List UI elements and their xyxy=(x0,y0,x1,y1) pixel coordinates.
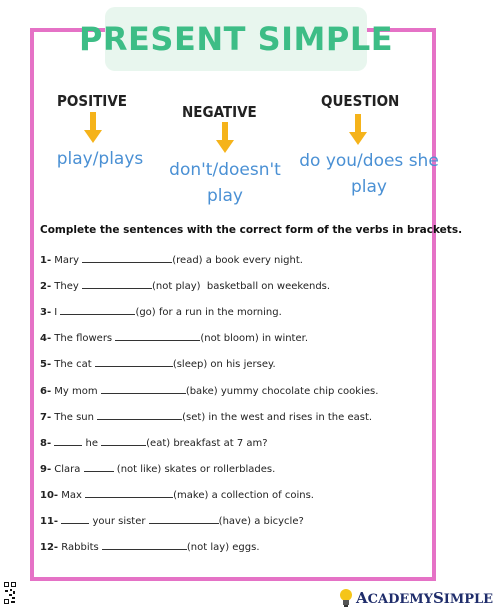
exercise-text: (eat) breakfast at 7 am? xyxy=(146,437,268,449)
logo-text xyxy=(356,589,493,607)
arrow-down-icon xyxy=(216,122,234,154)
exercise-text: he xyxy=(82,437,102,449)
exercise-text: (go) for a run in the morning. xyxy=(135,307,282,319)
exercise-text: (bake) yummy chocolate chip cookies. xyxy=(185,385,379,397)
answer-blank[interactable] xyxy=(101,436,146,446)
exercise-number: 8- xyxy=(40,437,52,449)
exercise-text: (not bloom) in winter. xyxy=(200,333,309,345)
exercise-item xyxy=(40,462,275,475)
positive-form-line: play/plays xyxy=(56,149,144,169)
answer-blank[interactable] xyxy=(102,540,187,550)
exercise-item xyxy=(40,253,303,266)
exercise-text: Mary xyxy=(54,255,83,266)
answer-blank[interactable] xyxy=(85,488,173,498)
exercise-item xyxy=(40,357,276,370)
question-form-line: do you/does she xyxy=(299,151,439,171)
answer-blank[interactable] xyxy=(54,436,82,446)
exercise-number: 4- xyxy=(40,333,52,345)
heading-negative: NEGATIVE xyxy=(182,103,257,121)
exercise-number: 2- xyxy=(40,281,52,293)
qr-code-icon xyxy=(3,580,17,606)
heading-question: QUESTION xyxy=(321,92,400,110)
exercise-item xyxy=(40,514,304,527)
exercise-text: (set) in the west and rises in the east. xyxy=(182,411,373,423)
instructions: Complete the sentences with the correct form of the verbs in brackets. xyxy=(40,224,463,236)
exercise-text: The sun xyxy=(54,411,98,423)
answer-blank[interactable] xyxy=(84,462,114,472)
exercise-item xyxy=(40,331,308,344)
exercise-number: 11- xyxy=(40,516,59,527)
exercise-text: (not play) basketball on weekends. xyxy=(152,281,331,293)
exercise-item xyxy=(40,436,268,449)
exercise-text: I xyxy=(54,307,61,319)
exercise-text: The flowers xyxy=(54,333,116,345)
exercise-text: (read) a book every night. xyxy=(172,255,303,266)
title-box xyxy=(78,7,394,71)
exercise-item xyxy=(40,279,330,292)
exercise-number: 5- xyxy=(40,359,52,371)
answer-blank[interactable] xyxy=(101,384,186,394)
answer-blank[interactable] xyxy=(60,305,135,315)
exercise-item xyxy=(40,488,314,501)
negative-form xyxy=(160,157,290,209)
exercise-text: (not like) skates or rollerblades. xyxy=(113,463,276,475)
answer-blank[interactable] xyxy=(95,357,173,367)
exercise-number: 12- xyxy=(40,542,59,554)
answer-blank[interactable] xyxy=(61,514,89,524)
exercise-text: My mom xyxy=(54,385,101,397)
exercise-text: Clara xyxy=(54,463,84,475)
lightbulb-icon xyxy=(338,588,354,608)
exercise-item xyxy=(40,384,378,397)
exercise-number: 10- xyxy=(40,489,59,501)
exercise-item xyxy=(40,305,282,318)
logo-letter: S xyxy=(432,589,444,607)
exercise-text: They xyxy=(54,281,82,293)
answer-blank[interactable] xyxy=(97,410,182,420)
exercise-item xyxy=(40,410,372,423)
academy-simple-logo xyxy=(338,588,493,608)
logo-letter: A xyxy=(356,589,368,607)
exercise-item xyxy=(40,540,260,553)
answer-blank[interactable] xyxy=(82,279,152,289)
exercise-number: 3- xyxy=(40,307,52,319)
exercise-text: (sleep) on his jersey. xyxy=(172,359,276,371)
answer-blank[interactable] xyxy=(115,331,200,341)
exercise-text: (make) a collection of coins. xyxy=(173,489,314,501)
exercise-number: 9- xyxy=(40,463,52,475)
exercise-text: your sister xyxy=(89,516,149,527)
exercise-number: 7- xyxy=(40,411,52,423)
positive-form xyxy=(45,146,155,172)
question-form xyxy=(294,148,444,200)
exercise-text: Rabbits xyxy=(61,542,102,554)
exercise-text: Max xyxy=(61,489,86,501)
exercise-text: (have) a bicycle? xyxy=(218,516,304,527)
negative-form-line: don't/doesn't xyxy=(169,160,281,180)
negative-form-line: play xyxy=(207,186,243,206)
exercise-text: The cat xyxy=(54,359,95,371)
arrow-down-icon xyxy=(84,112,102,144)
answer-blank[interactable] xyxy=(82,253,172,263)
answer-blank[interactable] xyxy=(149,514,219,524)
page-title: PRESENT SIMPLE xyxy=(78,20,394,58)
exercise-number: 6- xyxy=(40,385,52,397)
exercise-number: 1- xyxy=(40,255,52,266)
question-form-line: play xyxy=(351,177,387,197)
heading-positive: POSITIVE xyxy=(57,92,127,110)
exercise-text: (not lay) eggs. xyxy=(186,542,260,554)
logo-letters: CADEMY xyxy=(367,592,433,607)
arrow-down-icon xyxy=(349,114,367,146)
logo-letters: IMPLE xyxy=(443,592,493,607)
